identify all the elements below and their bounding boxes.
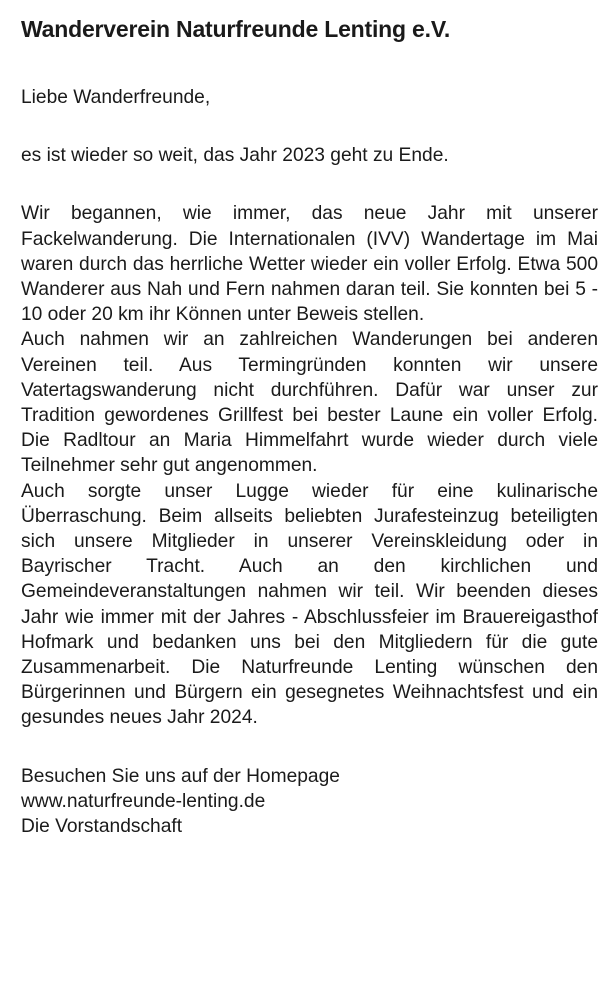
letter-title: Wanderverein Naturfreunde Lenting e.V. xyxy=(21,16,451,42)
letter-closing xyxy=(21,764,598,840)
signature: Die Vorstandschaft xyxy=(21,816,183,838)
salutation: Liebe Wanderfreunde, xyxy=(21,87,211,108)
homepage-invitation: Besuchen Sie uns auf der Homepage xyxy=(21,765,340,787)
body-paragraph-3: Auch sorgte unser Lugge wieder für eine kulinarische Überraschung. Beim allseits beliebten Jurafesteinzug beteiligten sich unsere Mitglieder in unserer Vereinskleidung oder in Bayrischer Tracht. Auch an den kirchlichen und Gemeindeveranstaltungen nahmen wir teil. Wir beenden dieses Jahr wie immer mit der Jahres - Abschlussfeier im Brauereigasthof Hofmark und bedanken uns bei den Mitgliedern für die gute Zusammenarbeit. Die Naturfreunde Lenting wünschen den Bürgerinnen und Bürgern ein gesegnetes Weihnachtsfest und ein gesundes neues Jahr 2024. xyxy=(21,480,598,729)
letter-page xyxy=(21,14,598,839)
body-paragraph-2: Auch nahmen wir an zahlreichen Wanderungen bei anderen Vereinen teil. Aus Termingründen konnten wir unsere Vatertagswanderung nicht durchführen. Dafür war unser zur Tradition gewordenes Grillfest bei bester Laune ein voller Erfolg. Die Radltour an Maria Himmelfahrt wurde wieder durch viele Teilnehmer sehr gut angenommen. xyxy=(21,329,598,477)
body-paragraph-1: Wir begannen, wie immer, das neue Jahr mit unserer Fackelwanderung. Die Internationalen (IVV) Wandertage im Mai waren durch das herrliche Wetter wieder ein voller Erfolg. Etwa 500 Wanderer aus Nah und Fern nahmen daran teil. Sie konnten bei 5 - 10 oder 20 km ihr Können unter Beweis stellen. xyxy=(21,203,598,326)
website-link[interactable]: www.naturfreunde-lenting.de xyxy=(21,790,266,812)
letter-body xyxy=(21,201,598,730)
intro-line: es ist wieder so weit, das Jahr 2023 geht zu Ende. xyxy=(21,145,449,167)
